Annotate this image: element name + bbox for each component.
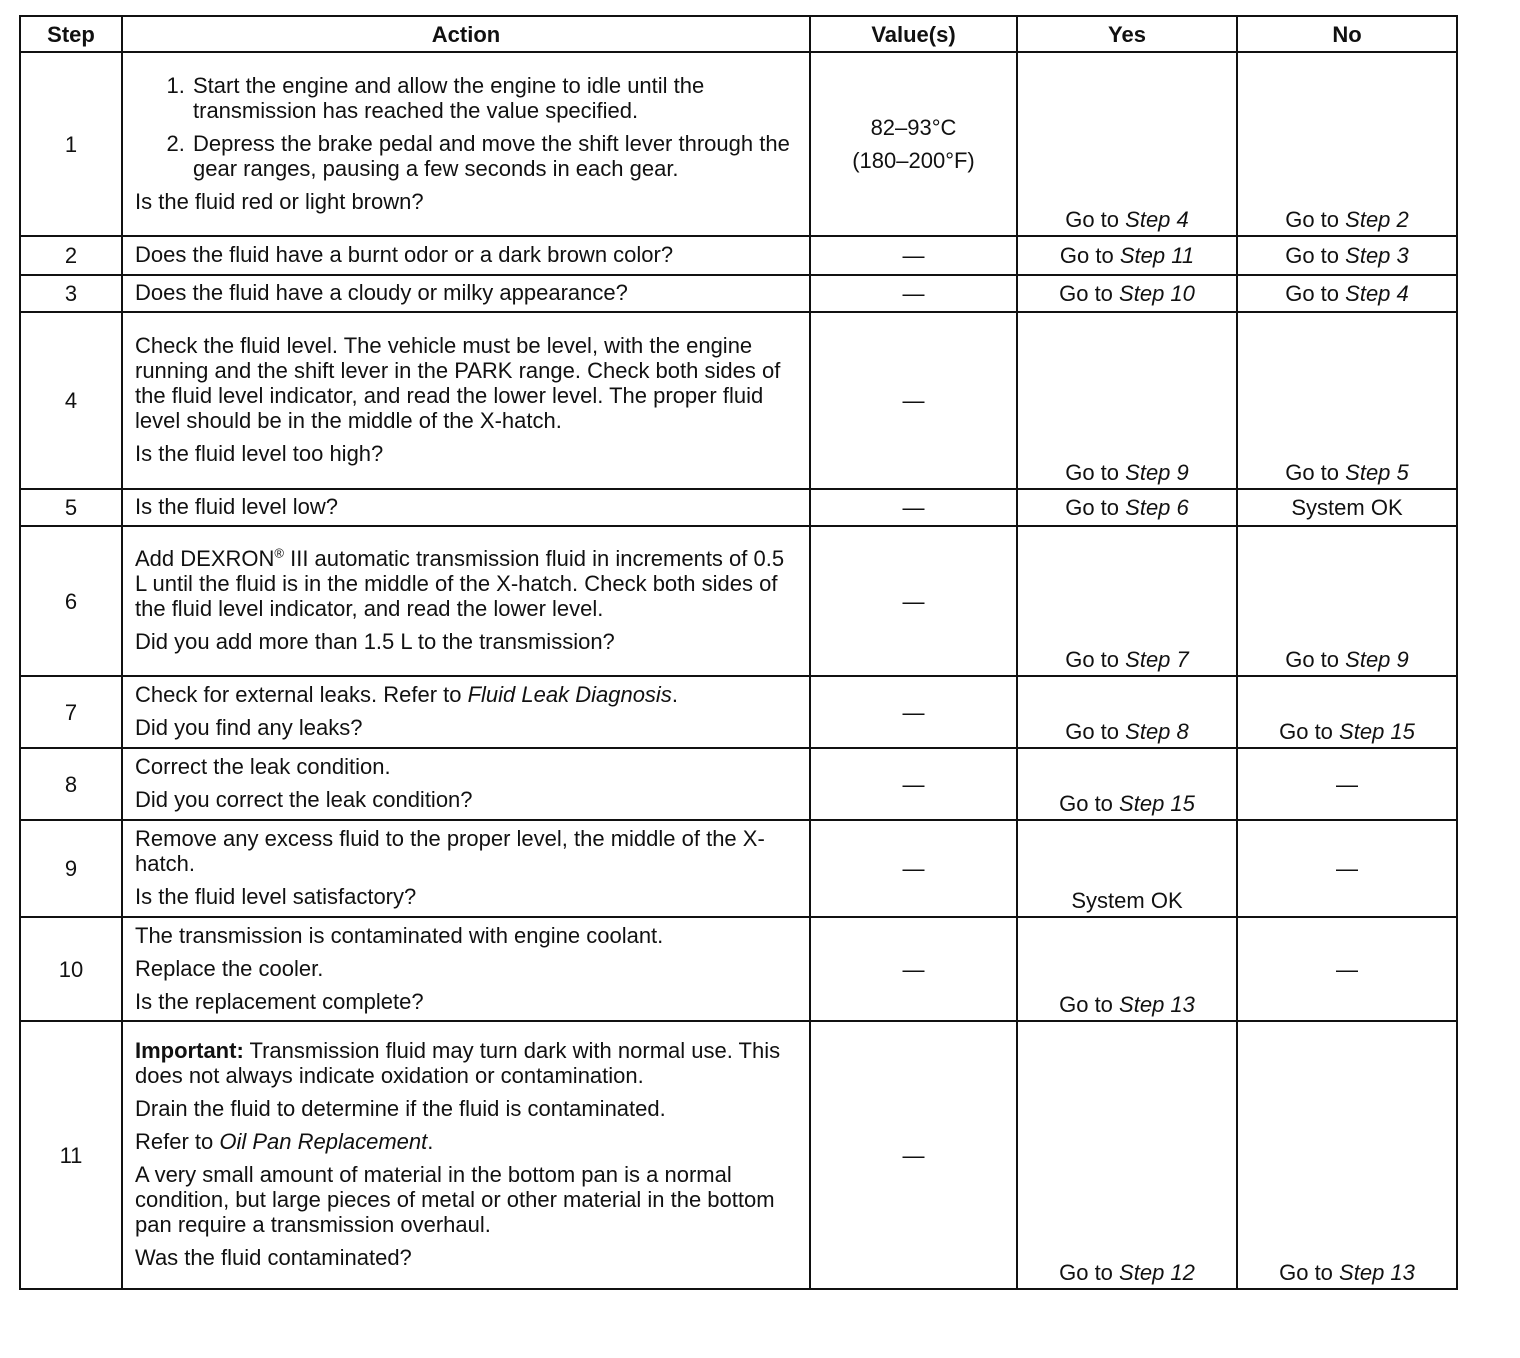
important-note: Important: Transmission fluid may turn dark with normal use. This does not always indicate oxidation or contamination. xyxy=(135,1038,781,1088)
header-action: Action xyxy=(122,16,810,52)
goto-label: Go to xyxy=(1065,207,1120,232)
step-number: 4 xyxy=(20,312,122,489)
action-cell xyxy=(122,312,810,489)
action-text: Drain the fluid to determine if the fluid is contaminated. xyxy=(135,1096,666,1121)
yes-step-link[interactable]: Step 4 xyxy=(1125,207,1189,232)
goto-label: Go to xyxy=(1285,460,1340,485)
value-cell: — xyxy=(810,236,1017,275)
yes-cell[interactable] xyxy=(1017,526,1237,676)
no-cell: — xyxy=(1237,748,1457,820)
step-number: 2 xyxy=(20,236,122,275)
value-cell: — xyxy=(810,1021,1017,1289)
yes-cell[interactable] xyxy=(1017,917,1237,1021)
header-row xyxy=(20,16,1457,52)
value-cell: — xyxy=(810,489,1017,526)
goto-label: Go to xyxy=(1059,791,1113,816)
no-cell[interactable] xyxy=(1237,312,1457,489)
action-text: Correct the leak condition. xyxy=(135,754,391,779)
step-number: 7 xyxy=(20,676,122,748)
value-cell: — xyxy=(810,312,1017,489)
table-row xyxy=(20,1021,1457,1289)
goto-label: Go to xyxy=(1059,281,1113,306)
action-question: Is the fluid red or light brown? xyxy=(135,188,424,214)
action-question: Did you correct the leak condition? xyxy=(135,787,473,812)
header-no: No xyxy=(1237,16,1457,52)
step-number: 10 xyxy=(20,917,122,1021)
value-cell: — xyxy=(810,820,1017,917)
list-item: 2. Depress the brake pedal and move the shift lever through the gear ranges, pausing a few seconds in each gear. xyxy=(191,131,799,181)
yes-step-link[interactable]: Step 8 xyxy=(1125,719,1189,744)
value-celsius: 82–93°C xyxy=(870,115,957,140)
goto-label: Go to xyxy=(1065,460,1120,485)
yes-cell[interactable] xyxy=(1017,312,1237,489)
action-cell xyxy=(122,676,810,748)
action-text: Add DEXRON® III automatic transmission fluid in increments of 0.5 L until the fluid is in the middle of the X-hatch. Check both sides of the fluid level indicator, and read the lower level. xyxy=(135,545,785,621)
action-text: The transmission is contaminated with engine coolant. xyxy=(135,922,664,948)
goto-label: Go to xyxy=(1285,207,1340,232)
step-number: 3 xyxy=(20,275,122,312)
table-row xyxy=(20,820,1457,917)
no-cell: System OK xyxy=(1237,489,1457,526)
action-text: A very small amount of material in the bottom pan is a normal condition, but large pieces of metal or other material in the bottom pan require a transmission overhaul. xyxy=(135,1162,775,1237)
yes-cell[interactable] xyxy=(1017,236,1237,275)
action-cell xyxy=(122,820,810,917)
no-step-link[interactable]: Step 4 xyxy=(1345,281,1409,306)
goto-label: Go to xyxy=(1285,243,1340,268)
no-step-link[interactable]: Step 13 xyxy=(1339,1260,1415,1285)
step-number: 6 xyxy=(20,526,122,676)
value-cell: — xyxy=(810,748,1017,820)
action-cell xyxy=(122,917,810,1021)
action-cell xyxy=(122,236,810,275)
action-question: Is the fluid level satisfactory? xyxy=(135,884,417,909)
table-row xyxy=(20,52,1457,236)
value-cell: — xyxy=(810,676,1017,748)
header-yes: Yes xyxy=(1017,16,1237,52)
yes-cell[interactable] xyxy=(1017,489,1237,526)
no-cell[interactable] xyxy=(1237,275,1457,312)
no-step-link[interactable]: Step 9 xyxy=(1345,647,1409,672)
no-cell[interactable] xyxy=(1237,52,1457,236)
action-text: Check the fluid level. The vehicle must be level, with the engine running and the shift lever in the PARK range. Check both sides of the fluid level indicator, and read the lower level. The proper fluid level should be in the middle of the X-hatch. xyxy=(135,333,781,433)
action-cell xyxy=(122,526,810,676)
header-step: Step xyxy=(20,16,122,52)
procedure-reference[interactable]: Oil Pan Replacement xyxy=(219,1129,428,1154)
goto-label: Go to xyxy=(1059,992,1113,1017)
step-number: 8 xyxy=(20,748,122,820)
table-row xyxy=(20,676,1457,748)
no-cell: — xyxy=(1237,820,1457,917)
action-cell xyxy=(122,748,810,820)
step-number: 1 xyxy=(20,52,122,236)
table-row xyxy=(20,748,1457,820)
no-step-link[interactable]: Step 15 xyxy=(1339,719,1415,744)
yes-cell[interactable] xyxy=(1017,52,1237,236)
goto-label: Go to xyxy=(1279,719,1333,744)
action-question: Is the replacement complete? xyxy=(135,988,424,1014)
step-number: 9 xyxy=(20,820,122,917)
step-number: 5 xyxy=(20,489,122,526)
yes-step-link[interactable]: Step 7 xyxy=(1125,647,1189,672)
action-question: Was the fluid contaminated? xyxy=(135,1245,412,1270)
action-text: Remove any excess fluid to the proper level, the middle of the X-hatch. xyxy=(135,826,765,876)
important-label: Important: xyxy=(135,1038,244,1063)
action-cell xyxy=(122,275,810,312)
table-row xyxy=(20,917,1457,1021)
goto-label: Go to xyxy=(1065,647,1120,672)
no-step-link[interactable]: Step 2 xyxy=(1345,207,1409,232)
value-cell xyxy=(810,52,1017,236)
yes-cell[interactable] xyxy=(1017,676,1237,748)
list-item: 1. Start the engine and allow the engine to idle until the transmission has reached the value specified. xyxy=(191,73,799,123)
action-question: Does the fluid have a burnt odor or a dark brown color? xyxy=(135,242,674,267)
action-question: Is the fluid level low? xyxy=(135,494,338,519)
table-row xyxy=(20,236,1457,275)
yes-cell[interactable] xyxy=(1017,748,1237,820)
goto-label: Go to xyxy=(1065,495,1120,520)
action-cell xyxy=(122,52,810,236)
no-cell[interactable] xyxy=(1237,236,1457,275)
action-list xyxy=(135,73,799,181)
header-values: Value(s) xyxy=(810,16,1017,52)
diagnostic-table xyxy=(19,15,1458,1290)
no-step-link[interactable]: Step 3 xyxy=(1345,243,1409,268)
action-text: Check for external leaks. Refer to Fluid Leak Diagnosis. xyxy=(135,682,678,707)
action-question: Is the fluid level too high? xyxy=(135,441,384,466)
goto-label: Go to xyxy=(1065,719,1120,744)
action-question: Did you find any leaks? xyxy=(135,715,363,740)
action-cell xyxy=(122,1021,810,1289)
goto-label: Go to xyxy=(1285,647,1340,672)
action-cell xyxy=(122,489,810,526)
yes-cell: System OK xyxy=(1017,820,1237,917)
value-cell: — xyxy=(810,917,1017,1021)
goto-label: Go to xyxy=(1279,1260,1333,1285)
table-row xyxy=(20,489,1457,526)
yes-step-link[interactable]: Step 11 xyxy=(1119,243,1195,268)
procedure-reference[interactable]: Fluid Leak Diagnosis xyxy=(467,682,672,707)
goto-label: Go to xyxy=(1285,281,1340,306)
yes-cell[interactable] xyxy=(1017,275,1237,312)
no-cell: — xyxy=(1237,917,1457,1021)
registered-mark: ® xyxy=(274,545,284,561)
yes-step-link[interactable]: Step 12 xyxy=(1119,1260,1195,1285)
yes-step-link[interactable]: Step 13 xyxy=(1119,992,1195,1017)
value-cell: — xyxy=(810,526,1017,676)
action-text: Refer to Oil Pan Replacement. xyxy=(135,1129,434,1154)
yes-step-link[interactable]: Step 9 xyxy=(1125,460,1189,485)
action-question: Did you add more than 1.5 L to the transmission? xyxy=(135,629,615,654)
no-cell[interactable] xyxy=(1237,676,1457,748)
goto-label: Go to xyxy=(1059,243,1114,268)
no-cell[interactable] xyxy=(1237,526,1457,676)
value-fahrenheit: (180–200°F) xyxy=(852,148,975,173)
table-row xyxy=(20,312,1457,489)
table-row xyxy=(20,275,1457,312)
yes-step-link[interactable]: Step 6 xyxy=(1125,495,1189,520)
action-text: Replace the cooler. xyxy=(135,955,324,981)
value-cell: — xyxy=(810,275,1017,312)
no-cell[interactable] xyxy=(1237,1021,1457,1289)
no-step-link[interactable]: Step 5 xyxy=(1345,460,1409,485)
yes-cell[interactable] xyxy=(1017,1021,1237,1289)
table-row xyxy=(20,526,1457,676)
yes-step-link[interactable]: Step 15 xyxy=(1119,791,1195,816)
yes-step-link[interactable]: Step 10 xyxy=(1119,281,1195,306)
action-question: Does the fluid have a cloudy or milky appearance? xyxy=(135,280,628,305)
step-number: 11 xyxy=(20,1021,122,1289)
goto-label: Go to xyxy=(1059,1260,1113,1285)
